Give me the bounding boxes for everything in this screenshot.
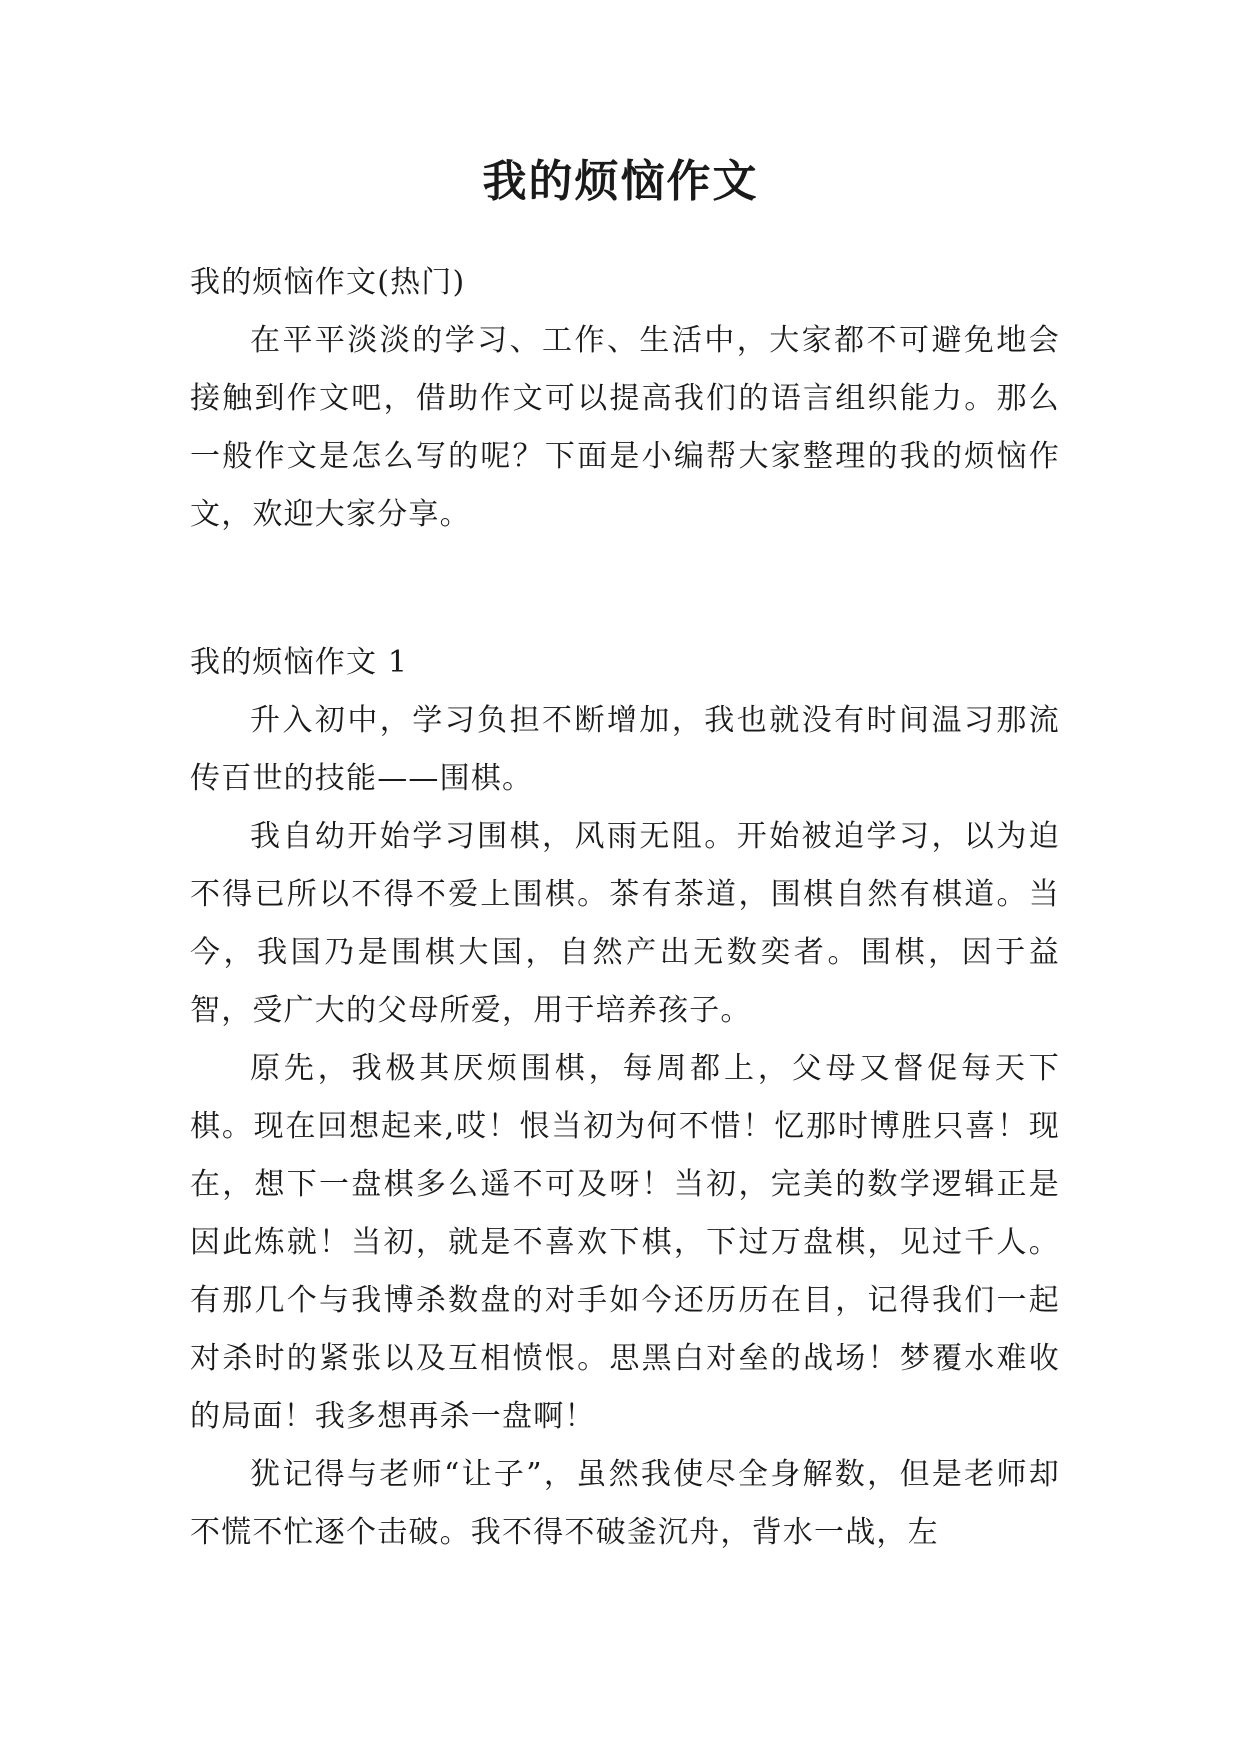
- essay-paragraph-1: 升入初中，学习负担不断增加，我也就没有时间温习那流传百世的技能——围棋。: [190, 703, 1060, 796]
- document-subtitle: 我的烦恼作文(热门): [190, 265, 466, 300]
- intro-paragraph: 在平平淡淡的学习、工作、生活中，大家都不可避免地会接触到作文吧，借助作文可以提高我们的语言组织能力。那么一般作文是怎么写的呢？下面是小编帮大家整理的我的烦恼作文，欢迎大家分享。: [190, 323, 1060, 532]
- essay-paragraph-3: 原先，我极其厌烦围棋，每周都上，父母又督促每天下棋。现在回想起来,哎！恨当初为何不惜！忆那时博胜只喜！现在，想下一盘棋多么遥不可及呀！当初，完美的数学逻辑正是因此炼就！当初，就是不喜欢下棋，下过万盘棋，见过千人。有那几个与我博杀数盘的对手如今还历历在目，记得我们一起对杀时的紧张以及互相愤恨。思黑白对垒的战场！梦覆水难收的局面！我多想再杀一盘啊！: [190, 1051, 1060, 1434]
- document-title: 我的烦恼作文: [482, 156, 759, 207]
- essay-paragraph-2: 我自幼开始学习围棋，风雨无阻。开始被迫学习，以为迫不得已所以不得不爱上围棋。茶有茶道，围棋自然有棋道。当今，我国乃是围棋大国，自然产出无数奕者。围棋，因于益智，受广大的父母所爱，用于培养孩子。: [190, 819, 1060, 1028]
- essay-body: [190, 692, 1060, 1562]
- section-heading: 我的烦恼作文 1: [190, 645, 409, 680]
- essay-paragraph-4: 犹记得与老师“让子”，虽然我使尽全身解数，但是老师却不慌不忙逐个击破。我不得不破釜沉舟，背水一战，左: [190, 1457, 1060, 1550]
- intro-block: [190, 312, 1060, 544]
